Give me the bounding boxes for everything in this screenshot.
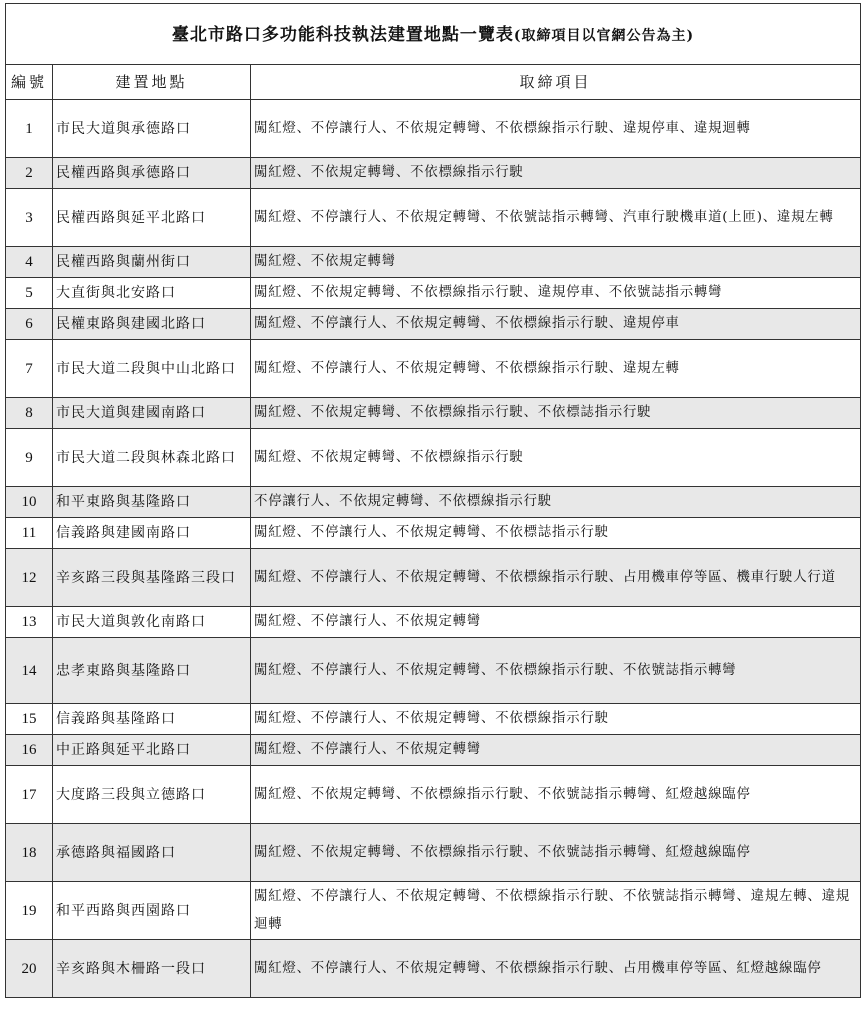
row-location: 民權西路與延平北路口 xyxy=(53,189,251,247)
row-location: 和平西路與西園路口 xyxy=(53,882,251,940)
row-location: 民權東路與建國北路口 xyxy=(53,309,251,340)
table-row xyxy=(6,429,861,487)
table-row xyxy=(6,549,861,607)
row-number: 1 xyxy=(6,100,53,158)
row-items: 闖紅燈、不停讓行人、不依規定轉彎、不依號誌指示轉彎、汽車行駛機車道(上匝)、違規左轉 xyxy=(251,189,861,247)
table-row xyxy=(6,518,861,549)
row-number: 11 xyxy=(6,518,53,549)
row-items: 闖紅燈、不停讓行人、不依規定轉彎、不依標線指示行駛、違規停車、違規迴轉 xyxy=(251,100,861,158)
table-row xyxy=(6,398,861,429)
row-items: 闖紅燈、不依規定轉彎、不依標線指示行駛、不依號誌指示轉彎、紅燈越線臨停 xyxy=(251,766,861,824)
row-number: 9 xyxy=(6,429,53,487)
table-row xyxy=(6,100,861,158)
row-items: 闖紅燈、不停讓行人、不依規定轉彎、不依標線指示行駛、不依號誌指示轉彎、違規左轉、違規迴轉 xyxy=(251,882,861,940)
header-items: 取締項目 xyxy=(251,65,861,100)
table-row xyxy=(6,247,861,278)
header-row xyxy=(6,65,861,100)
row-number: 6 xyxy=(6,309,53,340)
header-location: 建置地點 xyxy=(53,65,251,100)
row-items: 闖紅燈、不依規定轉彎、不依標線指示行駛、違規停車、不依號誌指示轉彎 xyxy=(251,278,861,309)
row-location: 市民大道二段與林森北路口 xyxy=(53,429,251,487)
row-location: 辛亥路三段與基隆路三段口 xyxy=(53,549,251,607)
row-number: 3 xyxy=(6,189,53,247)
title-note: (取締項目以官網公告為主) xyxy=(513,27,695,44)
row-number: 5 xyxy=(6,278,53,309)
table-row xyxy=(6,158,861,189)
row-number: 14 xyxy=(6,638,53,704)
row-number: 12 xyxy=(6,549,53,607)
table-row xyxy=(6,638,861,704)
table-row xyxy=(6,824,861,882)
row-items: 闖紅燈、不停讓行人、不依規定轉彎、不依標線指示行駛、違規停車 xyxy=(251,309,861,340)
row-items: 闖紅燈、不停讓行人、不依規定轉彎、不依標線指示行駛、違規左轉 xyxy=(251,340,861,398)
row-location: 市民大道與建國南路口 xyxy=(53,398,251,429)
title-row xyxy=(6,4,861,65)
table-row xyxy=(6,735,861,766)
row-number: 8 xyxy=(6,398,53,429)
table-row xyxy=(6,278,861,309)
row-location: 民權西路與承德路口 xyxy=(53,158,251,189)
row-location: 市民大道二段與中山北路口 xyxy=(53,340,251,398)
row-items: 不停讓行人、不依規定轉彎、不依標線指示行駛 xyxy=(251,487,861,518)
row-items: 闖紅燈、不依規定轉彎 xyxy=(251,247,861,278)
enforcement-locations-table xyxy=(5,3,861,998)
row-number: 16 xyxy=(6,735,53,766)
row-location: 信義路與基隆路口 xyxy=(53,704,251,735)
row-number: 17 xyxy=(6,766,53,824)
table-row xyxy=(6,607,861,638)
row-items: 闖紅燈、不停讓行人、不依規定轉彎、不依標線指示行駛、不依號誌指示轉彎 xyxy=(251,638,861,704)
table-body xyxy=(6,100,861,998)
table-row xyxy=(6,766,861,824)
row-number: 4 xyxy=(6,247,53,278)
title-text: 臺北市路口多功能科技執法建置地點一覽表 xyxy=(171,24,514,45)
row-items: 闖紅燈、不停讓行人、不依規定轉彎 xyxy=(251,735,861,766)
row-location: 辛亥路與木柵路一段口 xyxy=(53,940,251,998)
row-items: 闖紅燈、不停讓行人、不依規定轉彎 xyxy=(251,607,861,638)
row-number: 19 xyxy=(6,882,53,940)
row-number: 18 xyxy=(6,824,53,882)
table-row xyxy=(6,189,861,247)
row-location: 中正路與延平北路口 xyxy=(53,735,251,766)
header-number: 編號 xyxy=(6,65,53,100)
row-location: 信義路與建國南路口 xyxy=(53,518,251,549)
row-number: 15 xyxy=(6,704,53,735)
row-items: 闖紅燈、不依規定轉彎、不依標線指示行駛、不依號誌指示轉彎、紅燈越線臨停 xyxy=(251,824,861,882)
row-number: 20 xyxy=(6,940,53,998)
row-items: 闖紅燈、不停讓行人、不依規定轉彎、不依標線指示行駛、占用機車停等區、機車行駛人行道 xyxy=(251,549,861,607)
row-location: 承德路與福國路口 xyxy=(53,824,251,882)
row-number: 10 xyxy=(6,487,53,518)
row-location: 大直街與北安路口 xyxy=(53,278,251,309)
row-number: 2 xyxy=(6,158,53,189)
row-items: 闖紅燈、不停讓行人、不依規定轉彎、不依標線指示行駛、占用機車停等區、紅燈越線臨停 xyxy=(251,940,861,998)
row-location: 大度路三段與立德路口 xyxy=(53,766,251,824)
row-location: 市民大道與承德路口 xyxy=(53,100,251,158)
row-location: 市民大道與敦化南路口 xyxy=(53,607,251,638)
table-row xyxy=(6,882,861,940)
row-items: 闖紅燈、不停讓行人、不依規定轉彎、不依標線指示行駛 xyxy=(251,704,861,735)
table-title xyxy=(6,4,861,65)
table-row xyxy=(6,309,861,340)
row-location: 忠孝東路與基隆路口 xyxy=(53,638,251,704)
row-number: 7 xyxy=(6,340,53,398)
table-row xyxy=(6,487,861,518)
table-row xyxy=(6,940,861,998)
document-page xyxy=(5,3,860,998)
row-number: 13 xyxy=(6,607,53,638)
table-row xyxy=(6,340,861,398)
row-location: 民權西路與蘭州街口 xyxy=(53,247,251,278)
row-items: 闖紅燈、不停讓行人、不依規定轉彎、不依標誌指示行駛 xyxy=(251,518,861,549)
row-items: 闖紅燈、不依規定轉彎、不依標線指示行駛 xyxy=(251,158,861,189)
table-row xyxy=(6,704,861,735)
row-location: 和平東路與基隆路口 xyxy=(53,487,251,518)
row-items: 闖紅燈、不依規定轉彎、不依標線指示行駛、不依標誌指示行駛 xyxy=(251,398,861,429)
row-items: 闖紅燈、不依規定轉彎、不依標線指示行駛 xyxy=(251,429,861,487)
